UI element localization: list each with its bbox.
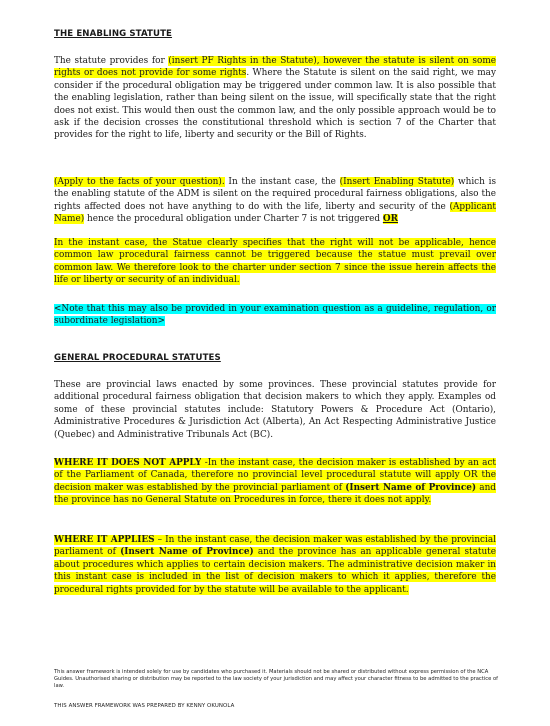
highlight-applicant-name: (Applicant Name) xyxy=(54,201,496,225)
highlight-apply-facts: (Apply to the facts of your question). xyxy=(54,177,225,187)
paragraph-statue-specifies xyxy=(54,237,496,287)
section-heading-enabling-statute: THE ENABLING STATUTE xyxy=(54,29,173,39)
text-run: In the instant case, the xyxy=(224,177,340,187)
paragraph-where-applies xyxy=(54,534,496,596)
highlight-note: <Note that this may also be provided in your examination question as a guideline, regulation, or subordinate legislation> xyxy=(54,304,496,327)
highlight-or: OR xyxy=(382,214,398,225)
footer-credit: THIS ANSWER FRAMEWORK WAS PREPARED BY KENNY OKUNOLA xyxy=(54,703,235,709)
text-run: These are provincial laws enacted by some provinces. These provincial statutes provide for additional procedural fairness obligation that decision makers to which they apply. Examples od some of these provincial statutes include: Statutory Powers & Procedure Act (Ontario), Administrative Procedures & Jurisdiction Act (Alberta), An Act Respecting Administrative Justice (Quebec) and Administrative Tribunals Act (BC). xyxy=(54,380,496,440)
text-run: and the province has no General Statute on Procedures in force, there it does not apply. xyxy=(54,482,496,506)
text-run: The statute provides for xyxy=(54,56,169,66)
highlight-pf-rights: (insert PF Rights in the Statute), however the statute is silent on some rights or does not provide for some rights xyxy=(54,56,496,79)
label-where-not-apply: WHERE IT DOES NOT APPLY xyxy=(54,458,202,468)
highlight-enabling-statute: (Insert Enabling Statute) xyxy=(339,177,455,187)
highlight-statue-specifies: In the instant case, the Statue clearly specifies that the right will not be applicable, hence common law procedural fairness cannot be triggered because the statue must prevail over common law. We therefore look to the charter under section 7 since the issue herein affects the life or liberty or security of an individual. xyxy=(54,238,496,286)
paragraph-provincial-laws xyxy=(54,379,496,441)
note-paragraph xyxy=(54,303,496,328)
highlight-insert-province: (Insert Name of Province) xyxy=(120,547,254,558)
section-heading-general-procedural: GENERAL PROCEDURAL STATUTES xyxy=(54,353,221,363)
paragraph-apply-facts xyxy=(54,176,496,226)
text-run: -In the instant case, the decision maker is established by an act of the Parliament of Canada, therefore no provincial level procedural statute will apply OR the decision maker was established by the provincial parliament of xyxy=(54,458,496,493)
text-run: hence the procedural obligation under Charter 7 is not triggered xyxy=(84,214,383,225)
paragraph-where-not-apply xyxy=(54,457,496,507)
footer-disclaimer: This answer framework is intended solely for use by candidates who purchased it. Materials should not be shared or distributed without express permission of the NCA Guides. Unauthorised sharing or distribution may be reported to the law society of your jurisdiction and may affect your character fitness to be admitted to the practice of law. xyxy=(54,669,498,690)
text-run: . Where the Statute is silent on the said right, we may consider if the procedural obligation may be triggered under common law. It is also possible that the enabling legislation, rather than being silent on the issue, will specifically state that the right does not exist. This would then oust the common law, and the only possible approach would be to ask if the decision crosses the constitutional threshold which is section 7 of the Charter that provides for the right to life, liberty and security or the Bill of Rights. xyxy=(54,68,496,141)
text-run: and the province has an applicable general statute about procedures which applies to certain decision makers. The administrative decision maker in this instant case is included in the list of decision makers to which it applies, therefore the procedural rights provided for by the statute will be available to the applicant. xyxy=(54,547,496,595)
label-where-applies: WHERE IT APPLIES xyxy=(54,535,155,545)
text-run: – In the instant case, the decision maker was established by the provincial parliament of xyxy=(54,535,496,558)
paragraph-statute-provides xyxy=(54,55,496,142)
highlight-insert-province: (Insert Name of Province) xyxy=(345,482,477,493)
text-run: which is the enabling statute of the ADM is silent on the required procedural fairness obligations, also the rights affected does not have anything to do with the life, liberty and security of the xyxy=(54,177,497,212)
